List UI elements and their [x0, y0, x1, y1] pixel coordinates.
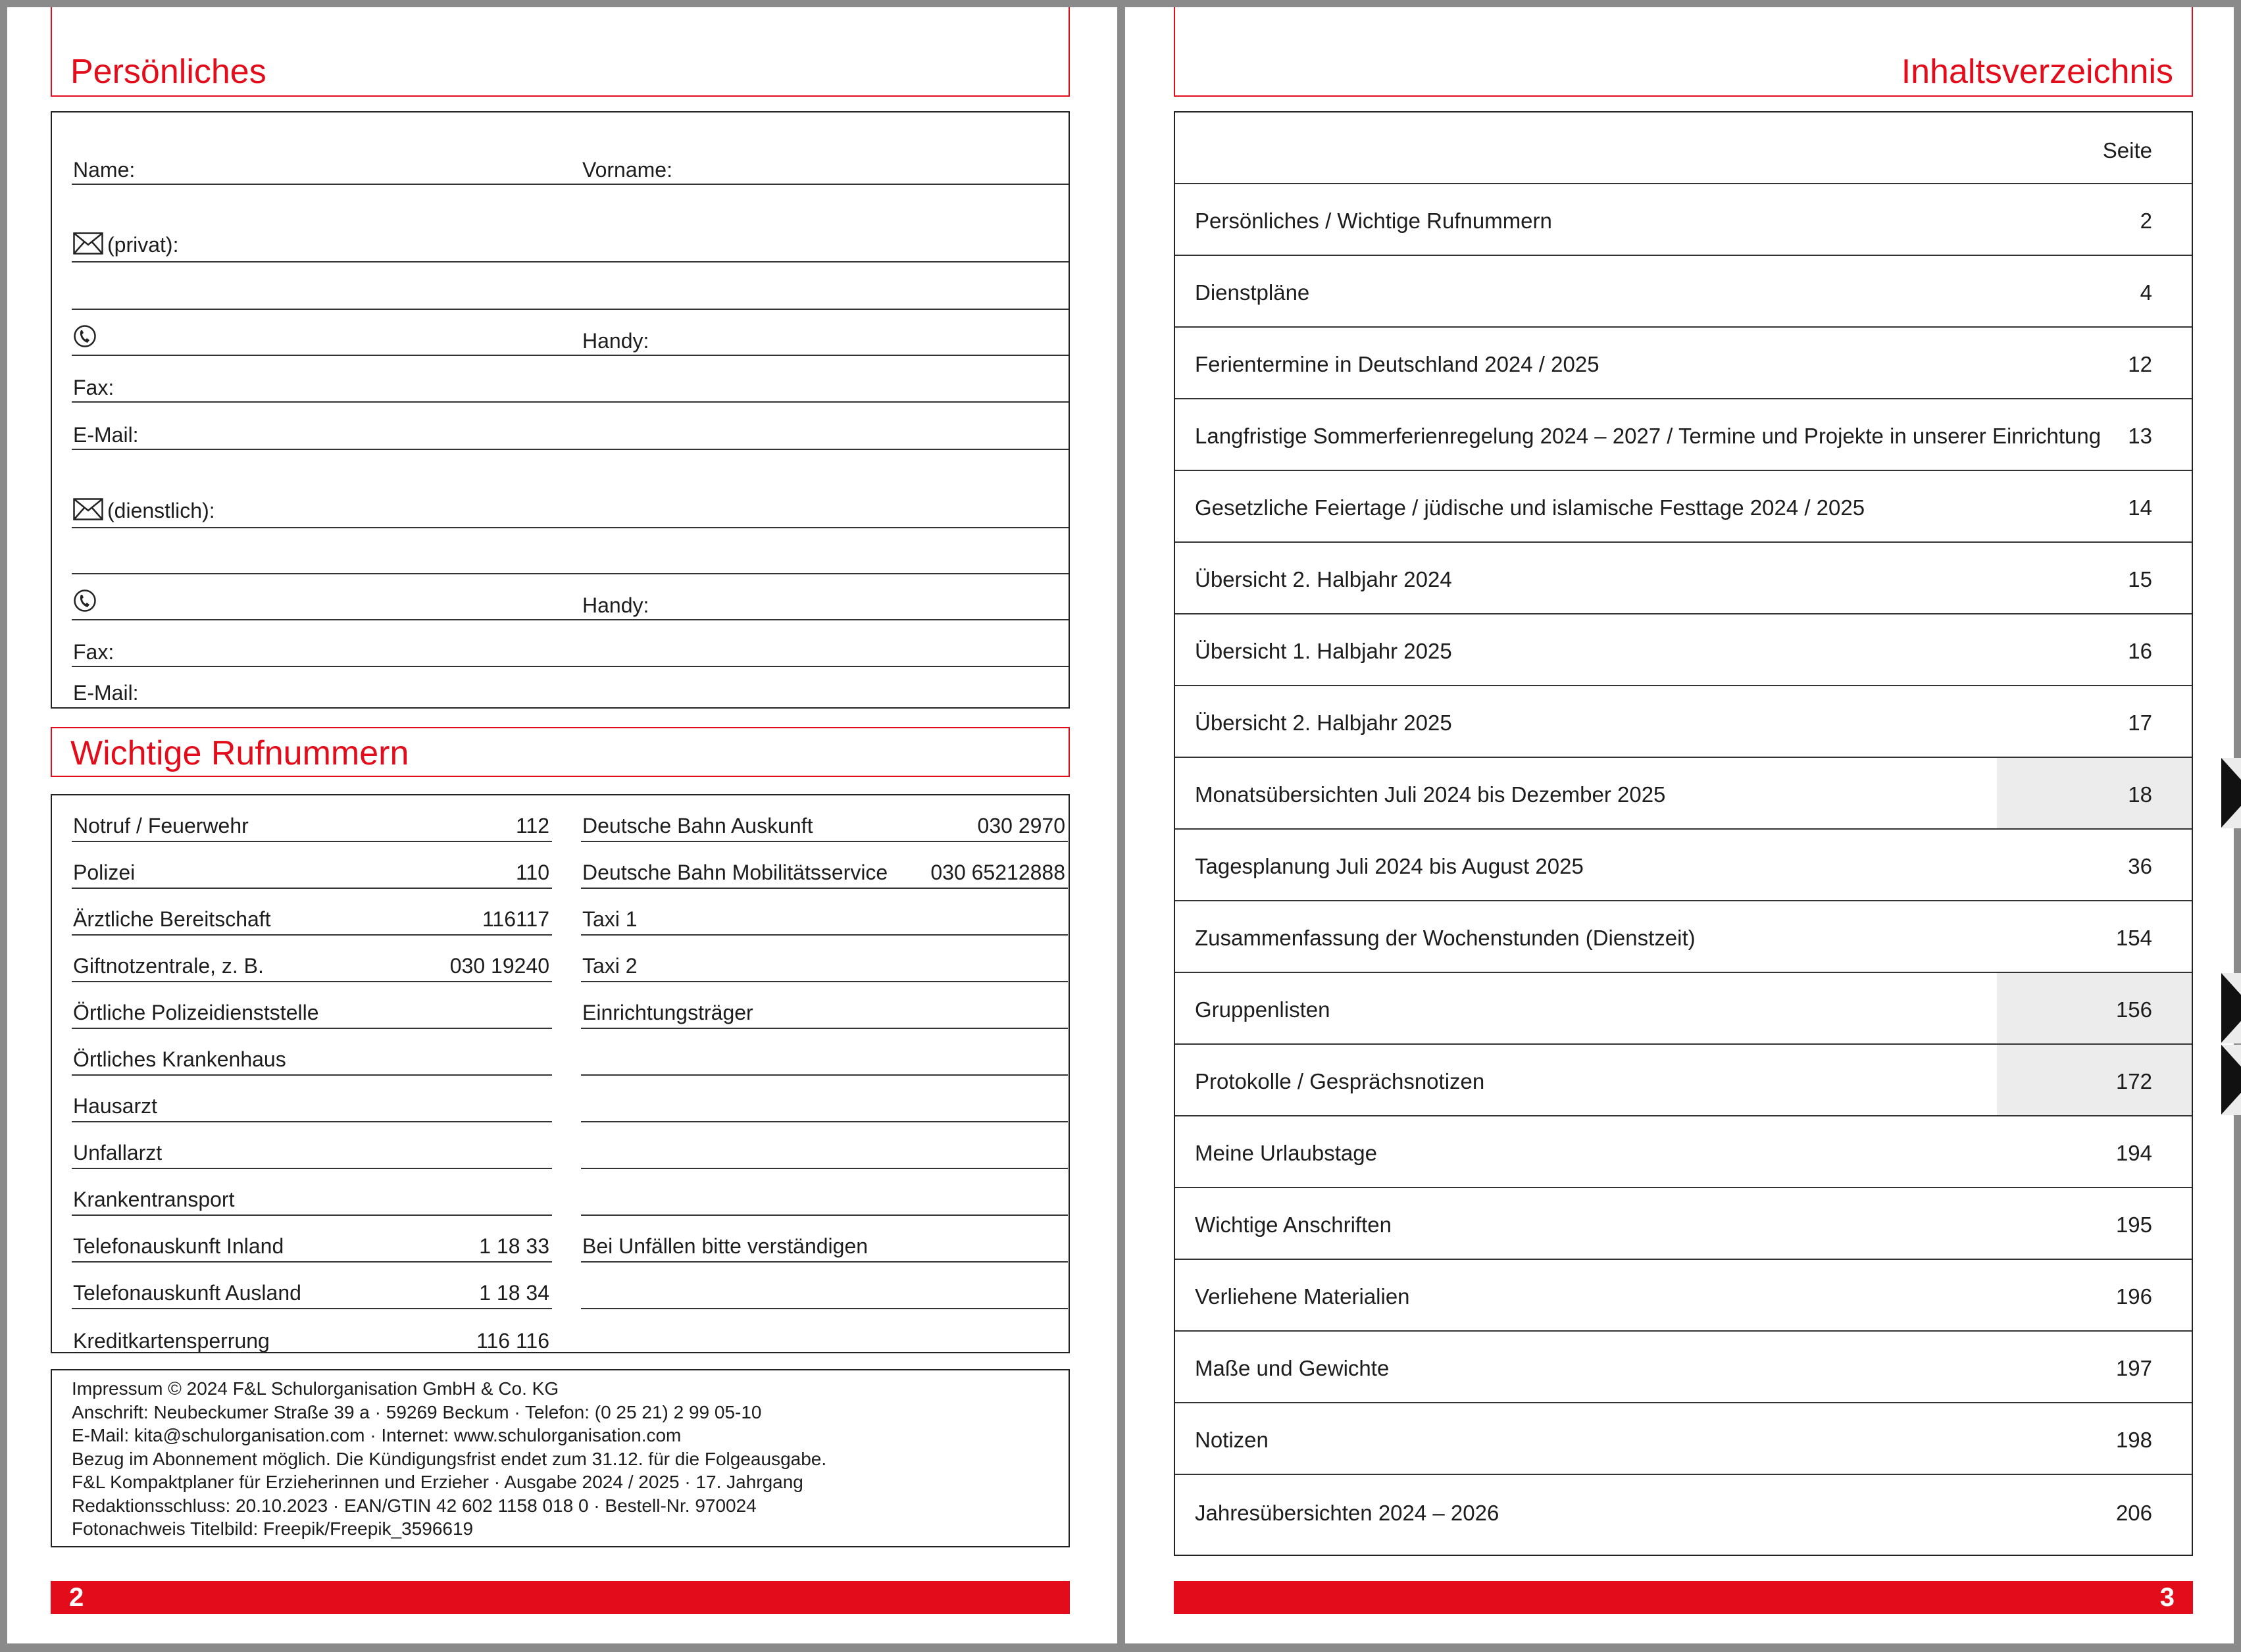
personal-data-box	[51, 111, 1070, 709]
rufnummer-row	[581, 1309, 1068, 1356]
impressum-line: Fotonachweis Titelbild: Freepik/Freepik_3596619	[72, 1518, 474, 1539]
toc-entry-page: 18	[2128, 782, 2152, 807]
page-number: 3	[2159, 1583, 2175, 1612]
rufnummer-label: Giftnotzentrale, z. B.	[73, 954, 264, 978]
toc-entry-label: Persönliches / Wichtige Rufnummern	[1195, 209, 1552, 233]
rufnummer-row	[72, 1169, 552, 1216]
rufnummer-number: 1 18 34	[479, 1281, 549, 1305]
field-row-mail-private	[72, 403, 1069, 450]
toc-entry[interactable]	[1175, 1045, 2192, 1116]
rufnummer-row	[72, 936, 552, 982]
envelope-icon	[73, 498, 103, 526]
toc-entry[interactable]	[1175, 686, 2192, 758]
phone-icon	[73, 589, 97, 618]
toc-entry-label: Zusammenfassung der Wochenstunden (Dienstzeit)	[1195, 926, 1696, 950]
rufnummer-label: Bei Unfällen bitte verständigen	[582, 1234, 869, 1258]
toc-header-row	[1175, 113, 2192, 184]
toc-entry-label: Jahresübersichten 2024 – 2026	[1195, 1501, 1499, 1525]
toc-entry[interactable]	[1175, 1332, 2192, 1403]
field-row-fax-private	[72, 356, 1069, 403]
toc-entry[interactable]	[1175, 830, 2192, 901]
field-row-name	[72, 113, 1069, 185]
toc-entry[interactable]	[1175, 328, 2192, 399]
mail-business-label: E-Mail:	[73, 681, 139, 705]
toc-entry-label: Monatsübersichten Juli 2024 bis Dezember 2025	[1195, 782, 1666, 807]
toc-entry-label: Meine Urlaubstage	[1195, 1141, 1377, 1165]
rufnummer-label: Ärztliche Bereitschaft	[73, 907, 271, 931]
rufnummer-number: 110	[515, 861, 549, 884]
toc-entry[interactable]	[1175, 543, 2192, 614]
footer-bar-left	[51, 1581, 1070, 1614]
toc-entry-label: Übersicht 2. Halbjahr 2025	[1195, 711, 1452, 735]
toc-entry-label: Übersicht 1. Halbjahr 2025	[1195, 639, 1452, 663]
rufnummer-number: 1 18 33	[479, 1234, 549, 1258]
rufnummer-row	[72, 1216, 552, 1263]
toc-entry-label: Langfristige Sommerferienregelung 2024 – 2027 / Termine und Projekte in unserer Einrichtung	[1195, 424, 2102, 448]
rufnummer-row	[581, 1216, 1068, 1263]
rufnummer-row	[581, 1263, 1068, 1309]
toc-entry-page: 14	[2128, 495, 2152, 520]
field-row-blank-1	[72, 263, 1069, 310]
page-number: 2	[69, 1583, 84, 1612]
phone-business-label	[73, 589, 101, 618]
envelope-icon	[73, 232, 103, 260]
rufnummer-number: 116 116	[476, 1329, 549, 1353]
toc-entry[interactable]	[1175, 973, 2192, 1045]
toc-entry-page: 156	[2115, 997, 2152, 1022]
toc-entry[interactable]	[1175, 1260, 2192, 1332]
page-title: Inhaltsverzeichnis	[1901, 53, 2173, 91]
toc-entry[interactable]	[1175, 256, 2192, 328]
field-row-mail-business	[72, 667, 1069, 707]
field-row-email-business	[72, 450, 1069, 528]
toc-entry-page: 36	[2128, 854, 2152, 878]
rufnummer-row	[581, 1029, 1068, 1076]
footer-bar-right	[1174, 1581, 2193, 1614]
rufnummer-row	[581, 795, 1068, 842]
rufnummer-number: 112	[515, 814, 549, 838]
mail-private-label: E-Mail:	[73, 423, 139, 447]
toc-entry-page: 194	[2115, 1141, 2152, 1165]
field-row-phone-private	[72, 310, 1069, 356]
rufnummer-number: 116117	[482, 907, 549, 931]
toc-entry-label: Protokolle / Gesprächsnotizen	[1195, 1069, 1485, 1093]
toc-entry-page: 2	[2140, 209, 2152, 233]
field-row-phone-business	[72, 574, 1069, 620]
rufnummer-row	[581, 982, 1068, 1029]
toc-entry[interactable]	[1175, 758, 2192, 830]
toc-entry-page: 172	[2115, 1069, 2152, 1093]
impressum-line: Impressum © 2024 F&L Schulorganisation GmbH & Co. KG	[72, 1378, 559, 1399]
toc-entry-label: Übersicht 2. Halbjahr 2024	[1195, 567, 1452, 591]
toc-entry-label: Wichtige Anschriften	[1195, 1213, 1392, 1237]
toc-entry-page: 13	[2128, 424, 2152, 448]
rufnummern-title: Wichtige Rufnummern	[70, 734, 409, 772]
rufnummer-row	[72, 1076, 552, 1122]
vorname-label: Vorname:	[582, 158, 672, 182]
toc-entry-page: 195	[2115, 1213, 2152, 1237]
seite-label: Seite	[2102, 138, 2152, 163]
toc-entry[interactable]	[1175, 1475, 2192, 1547]
rufnummer-row	[581, 1169, 1068, 1216]
right-page	[1125, 7, 2234, 1643]
rufnummer-label: Kreditkartensperrung	[73, 1329, 270, 1353]
toc-entry-label: Gruppenlisten	[1195, 997, 1330, 1022]
left-page	[7, 7, 1117, 1643]
rufnummer-number: 030 19240	[449, 954, 549, 978]
rufnummern-title-box	[51, 727, 1070, 777]
rufnummer-row	[72, 1029, 552, 1076]
rufnummer-label: Krankentransport	[73, 1188, 235, 1211]
toc-entry-label: Ferientermine in Deutschland 2024 / 2025	[1195, 352, 1599, 376]
rufnummer-label: Deutsche Bahn Mobilitätsservice	[582, 861, 888, 884]
rufnummer-label: Örtliches Krankenhaus	[73, 1047, 286, 1071]
impressum-line: E-Mail: kita@schulorganisation.com · Internet: www.schulorganisation.com	[72, 1425, 682, 1445]
rufnummer-row	[72, 842, 552, 889]
rufnummer-label: Unfallarzt	[73, 1141, 163, 1164]
toc-entry-page: 206	[2115, 1501, 2152, 1525]
toc-entry[interactable]	[1175, 1403, 2192, 1475]
toc-entry[interactable]	[1175, 1116, 2192, 1188]
rufnummer-label: Taxi 1	[582, 907, 638, 931]
toc-entry-page: 4	[2140, 280, 2152, 305]
impressum-line: Redaktionsschluss: 20.10.2023 · EAN/GTIN 42 602 1158 018 0 · Bestell-Nr. 970024	[72, 1495, 757, 1516]
rufnummer-label: Telefonauskunft Inland	[73, 1234, 284, 1258]
rufnummer-row	[72, 1122, 552, 1169]
rufnummer-row	[72, 889, 552, 936]
toc-entry[interactable]	[1175, 399, 2192, 471]
rufnummer-row	[72, 795, 552, 842]
impressum-box	[51, 1369, 1070, 1547]
toc-highlight	[1997, 758, 2192, 828]
register-tab[interactable]	[2221, 1045, 2241, 1115]
phone-icon	[73, 324, 97, 353]
toc-entry-label: Verliehene Materialien	[1195, 1284, 1410, 1309]
tab-arrow-icon	[2221, 1045, 2241, 1114]
rufnummer-label: Telefonauskunft Ausland	[73, 1281, 301, 1305]
toc-title-box	[1174, 7, 2193, 97]
fax-private-label: Fax:	[73, 376, 114, 399]
rufnummer-row	[581, 1122, 1068, 1169]
toc-entry[interactable]	[1175, 901, 2192, 973]
rufnummer-label: Örtliche Polizeidienststelle	[73, 1001, 319, 1024]
toc-entry-label: Gesetzliche Feiertage / jüdische und islamische Festtage 2024 / 2025	[1195, 495, 1865, 520]
toc-entry-label: Tagesplanung Juli 2024 bis August 2025	[1195, 854, 1584, 878]
toc-entry-page: 197	[2115, 1356, 2152, 1380]
rufnummer-number: 030 2970	[977, 814, 1065, 838]
rufnummern-box	[51, 794, 1070, 1353]
phone-private-label	[73, 324, 101, 353]
impressum-line: F&L Kompaktplaner für Erzieherinnen und Erzieher · Ausgabe 2024 / 2025 · 17. Jahrgang	[72, 1472, 803, 1492]
rufnummer-label: Einrichtungsträger	[582, 1001, 753, 1024]
page-title: Persönliches	[70, 53, 266, 91]
toc-box	[1174, 111, 2193, 1556]
field-row-fax-business	[72, 620, 1069, 667]
rufnummer-row	[72, 982, 552, 1029]
rufnummer-label: Notruf / Feuerwehr	[73, 814, 249, 838]
rufnummer-label: Deutsche Bahn Auskunft	[582, 814, 813, 838]
rufnummer-label: Hausarzt	[73, 1094, 158, 1118]
rufnummer-label: Taxi 2	[582, 954, 638, 978]
toc-entry[interactable]	[1175, 184, 2192, 256]
toc-entry-page: 16	[2128, 639, 2152, 663]
toc-highlight	[1997, 973, 2192, 1043]
toc-entry-page: 17	[2128, 711, 2152, 735]
field-row-blank-2	[72, 528, 1069, 574]
fax-business-label: Fax:	[73, 640, 114, 664]
tab-arrow-icon	[2221, 758, 2241, 828]
toc-entry[interactable]	[1175, 614, 2192, 686]
toc-entry-label: Dienstpläne	[1195, 280, 1310, 305]
toc-entry-page: 198	[2115, 1428, 2152, 1452]
impressum-line: Anschrift: Neubeckumer Straße 39 a · 59269 Beckum · Telefon: (0 25 21) 2 99 05-10	[72, 1401, 762, 1422]
register-tab[interactable]	[2221, 758, 2241, 828]
toc-highlight	[1997, 1045, 2192, 1115]
tab-arrow-icon	[2221, 973, 2241, 1043]
handy-private-label: Handy:	[582, 329, 649, 353]
rufnummer-label: Polizei	[73, 861, 136, 884]
toc-entry-page: 15	[2128, 567, 2152, 591]
rufnummer-row	[581, 842, 1068, 889]
rufnummer-row	[581, 936, 1068, 982]
toc-entry-page: 196	[2115, 1284, 2152, 1309]
email-business-label: (dienstlich):	[73, 498, 215, 526]
name-label: Name:	[73, 158, 136, 182]
handy-business-label: Handy:	[582, 593, 649, 617]
register-tab[interactable]	[2221, 973, 2241, 1043]
toc-entry[interactable]	[1175, 1188, 2192, 1260]
rufnummer-row	[72, 1309, 552, 1356]
rufnummer-row	[581, 889, 1068, 936]
toc-entry[interactable]	[1175, 471, 2192, 543]
rufnummer-row	[581, 1076, 1068, 1122]
toc-entry-label: Maße und Gewichte	[1195, 1356, 1390, 1380]
toc-entry-label: Notizen	[1195, 1428, 1269, 1452]
rufnummer-number: 030 65212888	[930, 861, 1065, 884]
toc-entry-page: 12	[2128, 352, 2152, 376]
toc-entry-page: 154	[2115, 926, 2152, 950]
impressum-line: Bezug im Abonnement möglich. Die Kündigungsfrist endet zum 31.12. für die Folgeausgabe.	[72, 1448, 827, 1469]
field-row-email-private	[72, 185, 1069, 263]
rufnummer-row	[72, 1263, 552, 1309]
personal-title-box	[51, 7, 1070, 97]
email-private-label: (privat):	[73, 232, 178, 260]
